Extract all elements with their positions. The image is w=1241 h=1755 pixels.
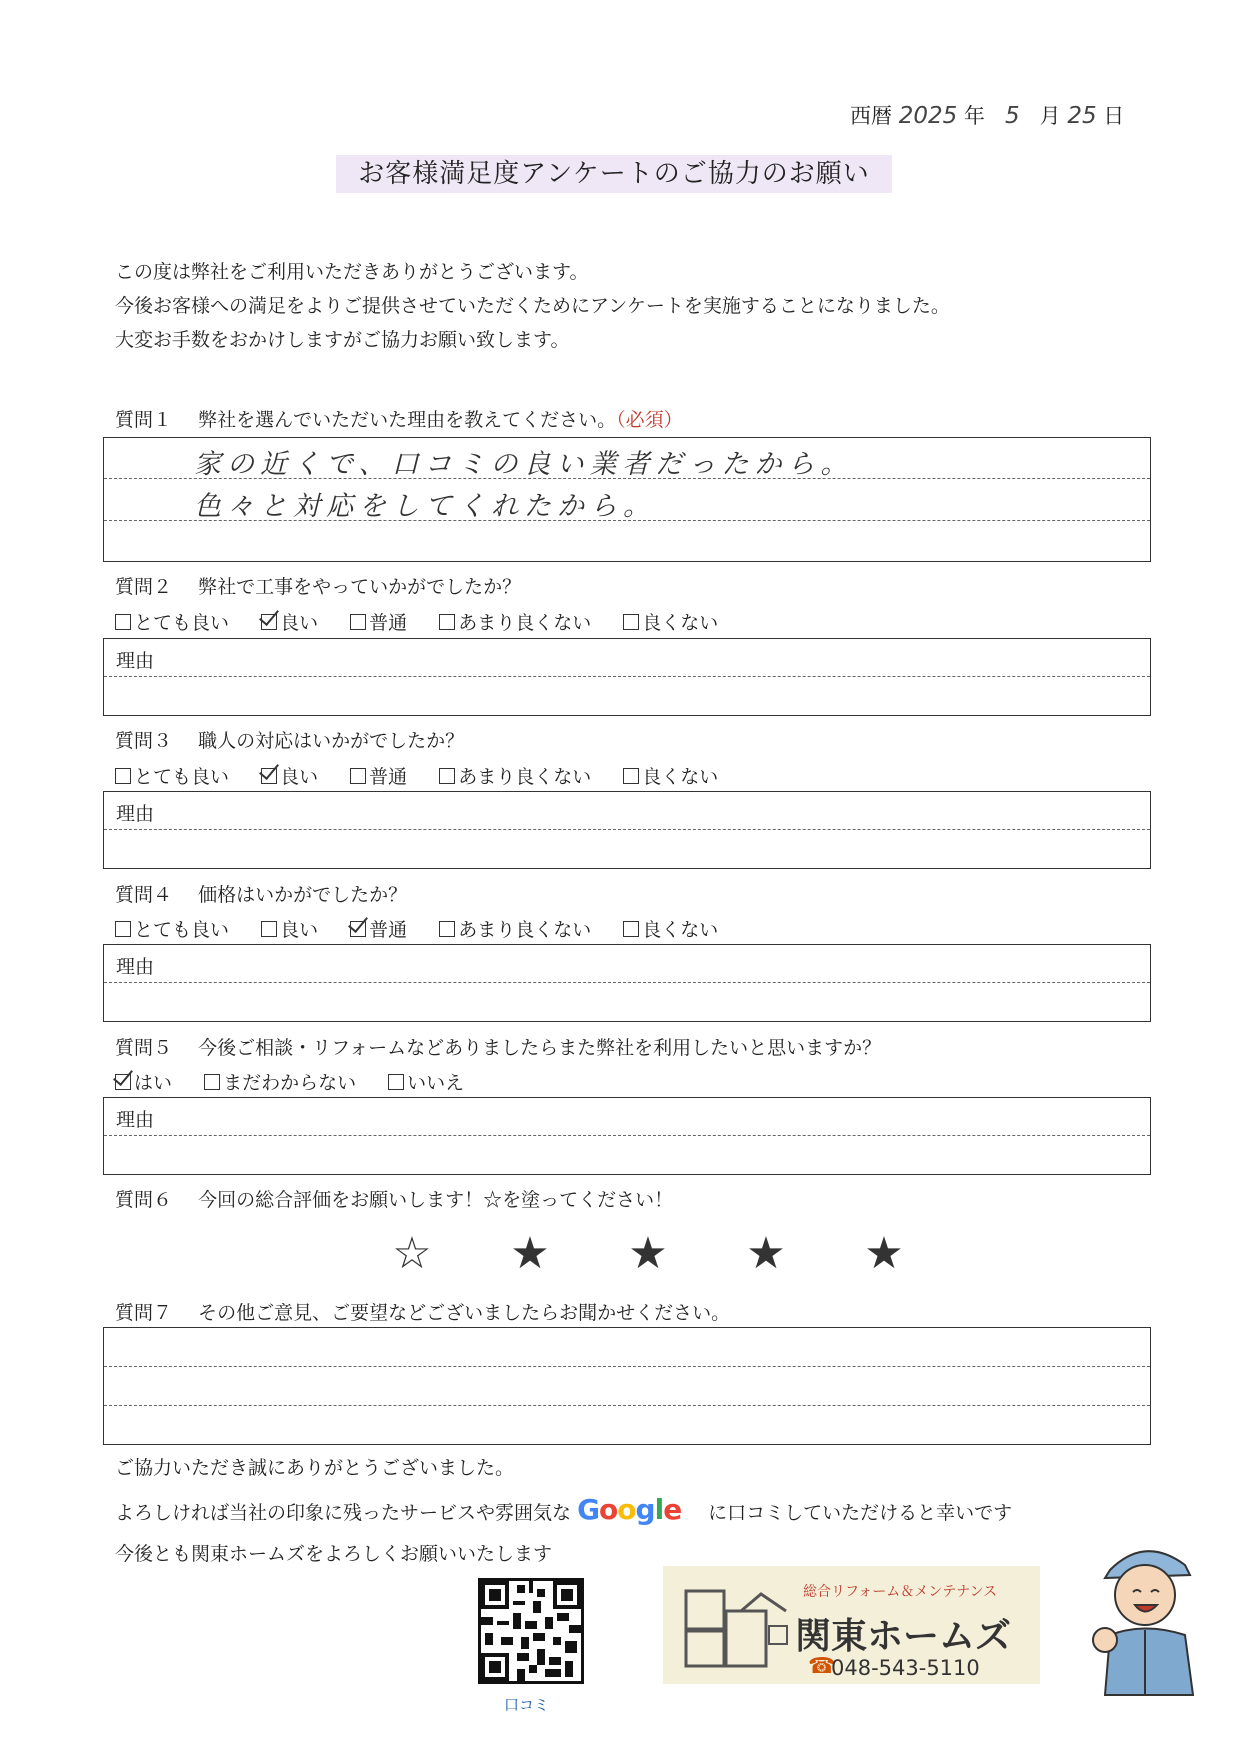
q2-reason-box[interactable] <box>103 638 1151 716</box>
question-5 <box>115 1033 881 1060</box>
checkbox-checked[interactable] <box>115 1074 131 1090</box>
question-text: 価格はいかがでしたか？ <box>198 884 408 906</box>
house-icon <box>681 1586 791 1671</box>
question-6 <box>115 1185 673 1212</box>
option-not-so-good[interactable]: あまり良くない <box>439 915 591 942</box>
checkbox[interactable] <box>261 921 277 937</box>
date-day-unit: 日 <box>1103 104 1125 128</box>
date-month-unit: 月 <box>1039 104 1061 128</box>
star-rating <box>360 1228 936 1279</box>
checkbox[interactable] <box>623 768 639 784</box>
question-number: 質問７ <box>115 1302 173 1324</box>
checkbox[interactable] <box>350 768 366 784</box>
dashed-line <box>104 982 1150 983</box>
dashed-line <box>104 1135 1150 1136</box>
phone-icon: ☎ <box>808 1654 836 1679</box>
intro-line: 大変お手数をおかけしますがご協力お願い致します。 <box>115 329 570 351</box>
q5-reason-box[interactable] <box>103 1097 1151 1175</box>
date-month: 5 <box>1004 103 1020 129</box>
closing-line: よろしければ当社の印象に残ったサービスや雰囲気な Google に口コミしていただけると幸いです <box>115 1493 1013 1526</box>
required-mark: （必須） <box>616 409 683 431</box>
option-bad[interactable]: 良くない <box>623 608 718 635</box>
checkbox[interactable] <box>623 614 639 630</box>
option-very-good[interactable]: とても良い <box>115 915 229 942</box>
question-4 <box>115 880 407 907</box>
question-text: 弊社を選んでいただいた理由を教えてください。 <box>198 409 617 431</box>
option-average[interactable]: 普通 <box>350 608 407 635</box>
option-good[interactable]: 良い <box>261 608 318 635</box>
star-icon-filled[interactable]: ★ <box>628 1228 668 1279</box>
question-number: 質問４ <box>115 884 173 906</box>
date-year-unit: 年 <box>963 104 985 128</box>
q4-options <box>115 915 744 942</box>
q3-options <box>115 762 744 789</box>
date-year: 2025 <box>898 103 958 129</box>
q2-options <box>115 608 744 635</box>
closing-text <box>115 1448 1012 1575</box>
checkbox[interactable] <box>388 1074 404 1090</box>
question-3 <box>115 726 464 753</box>
question-number: 質問６ <box>115 1189 173 1211</box>
checkbox[interactable] <box>623 921 639 937</box>
dashed-line <box>104 1405 1150 1406</box>
intro-text <box>115 255 950 357</box>
option-no[interactable]: いいえ <box>388 1068 464 1095</box>
reason-label: 理由 <box>116 650 155 672</box>
question-text: 弊社で工事をやっていかがでしたか？ <box>198 576 522 598</box>
company-logo <box>663 1566 1040 1684</box>
reason-label: 理由 <box>116 956 155 978</box>
survey-date <box>850 100 1124 130</box>
question-text: 今回の総合評価をお願いします！☆を塗ってください！ <box>198 1189 674 1211</box>
star-icon[interactable]: ☆ <box>392 1228 432 1279</box>
star-icon-filled[interactable]: ★ <box>864 1228 904 1279</box>
star-icon-filled[interactable]: ★ <box>746 1228 786 1279</box>
dashed-line <box>104 1366 1150 1367</box>
dashed-line <box>104 829 1150 830</box>
option-bad[interactable]: 良くない <box>623 762 718 789</box>
option-very-good[interactable]: とても良い <box>115 608 229 635</box>
option-not-so-good[interactable]: あまり良くない <box>439 608 591 635</box>
page-title: お客様満足度アンケートのご協力のお願い <box>336 155 892 193</box>
intro-line: 今後お客様への満足をよりご提供させていただくためにアンケートを実施することになりました。 <box>115 295 950 317</box>
intro-line: この度は弊社をご利用いただきありがとうございます。 <box>115 261 589 283</box>
google-logo: Google <box>577 1493 682 1526</box>
checkbox[interactable] <box>439 768 455 784</box>
question-text: 職人の対応はいかがでしたか？ <box>198 730 465 752</box>
checkbox[interactable] <box>115 614 131 630</box>
qr-label: 口コミ <box>504 1696 550 1714</box>
checkbox[interactable] <box>439 921 455 937</box>
question-number: 質問１ <box>115 409 173 431</box>
question-text: 今後ご相談・リフォームなどありましたらまた弊社を利用したいと思いますか？ <box>198 1037 882 1059</box>
option-good[interactable]: 良い <box>261 762 318 789</box>
checkbox-checked[interactable] <box>261 614 277 630</box>
reason-label: 理由 <box>116 803 155 825</box>
reason-label: 理由 <box>116 1109 155 1131</box>
question-2 <box>115 572 521 599</box>
question-1 <box>115 405 683 432</box>
question-number: 質問２ <box>115 576 173 598</box>
closing-line: 今後とも関東ホームズをよろしくお願いいたします <box>115 1543 553 1565</box>
dashed-line <box>104 676 1150 677</box>
logo-phone-number: 048-543-5110 <box>831 1656 980 1680</box>
q3-reason-box[interactable] <box>103 791 1151 869</box>
checkbox[interactable] <box>115 921 131 937</box>
date-prefix: 西暦 <box>850 104 892 128</box>
handwritten-answer: 家の近くで、口コミの良い業者だったから。 <box>194 449 854 480</box>
q7-answer-box[interactable] <box>103 1327 1151 1445</box>
option-bad[interactable]: 良くない <box>623 915 718 942</box>
checkbox-checked[interactable] <box>350 921 366 937</box>
checkbox[interactable] <box>204 1074 220 1090</box>
checkbox[interactable] <box>350 614 366 630</box>
option-very-good[interactable]: とても良い <box>115 762 229 789</box>
mascot-worker-illustration <box>1085 1530 1205 1700</box>
qr-code-graphic <box>481 1581 581 1681</box>
handwritten-answer: 色々と対応をしてくれたから。 <box>194 491 656 522</box>
closing-line: ご協力いただき誠にありがとうございました。 <box>115 1457 515 1479</box>
q1-answer-box[interactable] <box>103 437 1151 562</box>
logo-tagline: 総合リフォーム＆メンテナンス <box>803 1584 998 1600</box>
date-day: 25 <box>1067 103 1097 129</box>
checkbox-checked[interactable] <box>261 768 277 784</box>
option-not-sure[interactable]: まだわからない <box>204 1068 356 1095</box>
checkbox[interactable] <box>439 614 455 630</box>
question-7 <box>115 1298 730 1325</box>
qr-code[interactable] <box>478 1578 584 1684</box>
question-number: 質問５ <box>115 1037 173 1059</box>
option-yes[interactable]: はい <box>115 1068 172 1095</box>
checkbox[interactable] <box>115 768 131 784</box>
option-not-so-good[interactable]: あまり良くない <box>439 762 591 789</box>
option-average[interactable]: 普通 <box>350 915 407 942</box>
q4-reason-box[interactable] <box>103 944 1151 1022</box>
question-number: 質問３ <box>115 730 173 752</box>
question-text: その他ご意見、ご要望などございましたらお聞かせください。 <box>198 1302 731 1324</box>
logo-company-name: 関東ホームズ <box>795 1616 1012 1657</box>
option-average[interactable]: 普通 <box>350 762 407 789</box>
q5-options <box>115 1068 490 1095</box>
star-icon-filled[interactable]: ★ <box>510 1228 550 1279</box>
option-good[interactable]: 良い <box>261 915 318 942</box>
